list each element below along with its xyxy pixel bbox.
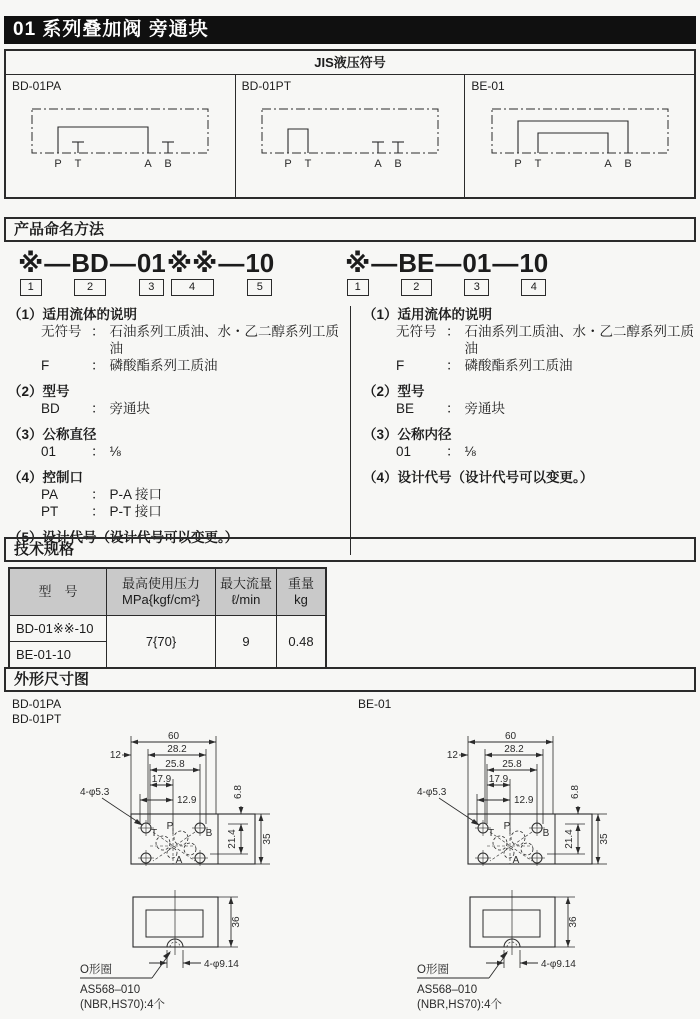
- port-label: B: [394, 158, 402, 170]
- specs-section-title: 技术规格: [4, 537, 696, 562]
- naming-definition: 石油系列工质油、水・乙二醇系列工质油: [464, 324, 694, 356]
- port-label: T: [304, 158, 312, 170]
- naming-item-row: [41, 323, 350, 357]
- dimension-text: 12.9: [177, 795, 197, 806]
- dimension-text: 12.9: [514, 795, 534, 806]
- code-part: [218, 249, 244, 277]
- code-part: [462, 249, 491, 296]
- port-label: P: [514, 158, 522, 170]
- naming-item: [363, 426, 694, 460]
- code-segment: ※: [18, 248, 44, 278]
- naming-item: [8, 383, 350, 417]
- code-segment: —: [218, 248, 245, 278]
- dimension-text: 35: [599, 833, 610, 845]
- code-box-number: 1: [347, 279, 369, 296]
- port-label: B: [164, 158, 172, 170]
- code-box-number: 4: [171, 279, 214, 296]
- naming-item-heading: （4）控制口: [8, 470, 84, 485]
- naming-item-rows: [396, 443, 694, 460]
- naming-term: 无符号: [41, 324, 82, 339]
- port-label: T: [74, 158, 82, 170]
- dimension-text: 4-φ9.14: [204, 959, 239, 970]
- specs-header-line: ℓ/min: [231, 592, 261, 607]
- naming-term: 无符号: [396, 324, 437, 339]
- naming-item-row: [396, 400, 694, 417]
- code-part: [398, 249, 434, 296]
- naming-item-heading: （1）适用流体的说明: [8, 307, 138, 322]
- code-part: [110, 249, 136, 277]
- code-segment: ※※: [166, 248, 218, 278]
- dimension-text: (NBR,HS70):4个: [80, 999, 165, 1011]
- dimension-text: B: [542, 828, 550, 839]
- specs-weight-cell: 0.48: [277, 616, 327, 669]
- outline-dimension-svg: [78, 722, 343, 1014]
- specs-flow-cell: 9: [216, 616, 277, 669]
- dimension-text: 36: [568, 916, 579, 928]
- specs-header-line: kg: [294, 592, 308, 607]
- port-label: A: [374, 158, 382, 170]
- dimension-text: (NBR,HS70):4个: [417, 999, 502, 1011]
- model-code-be: [345, 249, 549, 296]
- naming-item-rows: [41, 486, 350, 520]
- dimension-text: 25.8: [502, 759, 522, 770]
- model-code-bd: [18, 249, 275, 296]
- outline-section-title: 外形尺寸图: [4, 667, 696, 692]
- naming-definition: P-T 接口: [109, 504, 162, 519]
- code-box-number: 4: [521, 279, 546, 296]
- naming-separator: ：: [446, 324, 460, 339]
- naming-item-rows: [396, 323, 694, 374]
- specs-header-line: 重量: [287, 576, 314, 591]
- outline-model-label: BE-01: [358, 697, 392, 711]
- specs-pressure-cell: 7{70}: [107, 616, 216, 669]
- naming-item-row: [396, 443, 694, 460]
- naming-separator: ：: [91, 487, 105, 502]
- dimension-text: 17.9: [488, 774, 509, 785]
- dimension-text: 28.2: [504, 744, 524, 755]
- naming-item-heading: （3）公称内径: [363, 427, 452, 442]
- code-segment: 01: [136, 248, 166, 278]
- naming-term: F: [396, 358, 405, 373]
- jis-symbol-diagram: [20, 101, 220, 179]
- specs-header-cell: [216, 568, 277, 616]
- naming-item-row: [41, 486, 350, 503]
- code-segment: BD: [71, 248, 109, 278]
- outline-dimension-svg: [415, 722, 680, 1014]
- naming-definition: ⅛: [109, 444, 121, 459]
- specs-header-cell: [277, 568, 327, 616]
- dimension-text: 28.2: [167, 744, 187, 755]
- dimension-text: 60: [504, 731, 517, 742]
- dimension-text: 25.8: [165, 759, 185, 770]
- code-part: [167, 249, 218, 296]
- specs-model-cell: BE-01-10: [9, 642, 107, 669]
- jis-cell-bd-01pt: [236, 75, 466, 198]
- dimension-text: 21.4: [564, 829, 575, 849]
- jis-cell-bd-01pa: [6, 75, 236, 198]
- code-part: [71, 249, 109, 296]
- code-segment: —: [492, 248, 519, 278]
- specs-header-line: 最高使用压力: [121, 576, 200, 591]
- naming-item-rows: [396, 400, 694, 417]
- code-box-number: 2: [401, 279, 432, 296]
- dimension-text: T: [487, 828, 495, 839]
- port-label: P: [284, 158, 292, 170]
- naming-definition: 磷酸酯系列工质油: [109, 358, 218, 373]
- page-title: 01 系列叠加阀 旁通块: [4, 16, 696, 44]
- dimension-text: T: [150, 828, 158, 839]
- naming-item-heading: （5）设计代号（设计代号可以变更。）: [8, 530, 239, 545]
- jis-model-label: BD-01PA: [12, 79, 62, 93]
- code-part: [137, 249, 166, 296]
- code-part: [371, 249, 397, 277]
- naming-item-heading: （2）型号: [363, 384, 425, 399]
- naming-column-bd: [8, 306, 350, 555]
- jis-cell-be-01: [465, 75, 694, 198]
- naming-item-row: [396, 323, 694, 357]
- naming-section-title: 产品命名方法: [4, 217, 696, 242]
- naming-item-row: [41, 357, 350, 374]
- code-segment: —: [109, 248, 136, 278]
- specs-header-line: 最大流量: [220, 576, 273, 591]
- naming-term: BE: [396, 401, 415, 416]
- naming-term: PT: [41, 504, 59, 519]
- code-box-number: 1: [20, 279, 42, 296]
- naming-definition: ⅛: [464, 444, 476, 459]
- dimension-text: A: [512, 855, 520, 866]
- code-part: [492, 249, 518, 277]
- dimension-text: 4-φ9.14: [541, 959, 576, 970]
- naming-item: [363, 469, 694, 486]
- dimension-drawing-left: [78, 722, 343, 1019]
- dimension-text: 4-φ5.3: [417, 787, 447, 798]
- dimension-text: O形圈: [80, 964, 112, 976]
- code-box-number: 2: [74, 279, 106, 296]
- code-part: [345, 249, 370, 296]
- naming-separator: ：: [91, 401, 105, 416]
- code-part: [18, 249, 43, 296]
- naming-separator: ：: [446, 358, 460, 373]
- code-segment: —: [371, 248, 398, 278]
- naming-item: [8, 469, 350, 520]
- jis-model-label: BE-01: [471, 79, 505, 93]
- port-label: P: [54, 158, 62, 170]
- naming-item: [363, 306, 694, 374]
- naming-definition: 旁通块: [109, 401, 150, 416]
- naming-definition: 旁通块: [464, 401, 505, 416]
- port-label: A: [144, 158, 152, 170]
- dimension-text: B: [205, 828, 213, 839]
- naming-term: F: [41, 358, 50, 373]
- naming-definition: 磷酸酯系列工质油: [464, 358, 573, 373]
- jis-symbol-table: [4, 49, 696, 199]
- specs-header-line: MPa{kgf/cm²}: [121, 592, 201, 607]
- outline-label-right: [358, 697, 391, 712]
- code-segment: ※: [345, 248, 371, 278]
- dimension-text: 17.9: [151, 774, 172, 785]
- naming-item-row: [396, 357, 694, 374]
- naming-separator: ：: [91, 504, 105, 519]
- specs-model-cell: BD-01※※-10: [9, 616, 107, 642]
- dimension-text: AS568–010: [417, 984, 478, 996]
- code-part: [245, 249, 274, 296]
- dimension-text: P: [166, 821, 174, 832]
- jis-table-header: JIS液压符号: [6, 51, 694, 75]
- naming-term: 01: [396, 444, 412, 459]
- code-box-number: 3: [464, 279, 489, 296]
- dimension-text: 6.8: [233, 785, 244, 799]
- code-box-number: 3: [139, 279, 164, 296]
- naming-item-rows: [41, 400, 350, 417]
- code-segment: 10: [245, 248, 275, 278]
- naming-item-heading: （2）型号: [8, 384, 70, 399]
- dimension-text: 36: [231, 916, 242, 928]
- naming-item: [8, 426, 350, 460]
- naming-separator: ：: [91, 358, 105, 373]
- dimension-text: 12: [109, 750, 121, 761]
- port-label: B: [624, 158, 632, 170]
- code-segment: —: [44, 248, 71, 278]
- outline-label-left: [12, 697, 61, 727]
- naming-column-be: [350, 306, 694, 555]
- specs-header-cell: [107, 568, 216, 616]
- naming-separator: ：: [446, 444, 460, 459]
- specs-table: [8, 567, 327, 669]
- naming-item-rows: [41, 443, 350, 460]
- code-segment: BE: [398, 248, 435, 278]
- dimension-text: A: [175, 855, 183, 866]
- port-label: T: [534, 158, 542, 170]
- specs-header-line: 型 号: [38, 584, 78, 599]
- specs-header-row: [9, 568, 326, 616]
- code-segment: —: [435, 248, 462, 278]
- naming-item-row: [41, 400, 350, 417]
- naming-term: 01: [41, 444, 57, 459]
- jis-symbol-diagram: [480, 101, 680, 179]
- port-label: A: [604, 158, 612, 170]
- code-segment: 10: [519, 248, 549, 278]
- naming-item-row: [41, 503, 350, 520]
- naming-item: [363, 383, 694, 417]
- naming-item-rows: [41, 323, 350, 374]
- specs-header-cell: [9, 568, 107, 616]
- outline-model-label: BD-01PA: [12, 697, 62, 711]
- code-segment: 01: [462, 248, 492, 278]
- dimension-text: 12: [446, 750, 458, 761]
- naming-item-heading: （4）设计代号（设计代号可以变更。）: [363, 470, 594, 485]
- dimension-drawing-right: [415, 722, 680, 1019]
- dimension-text: 4-φ5.3: [80, 787, 110, 798]
- dimension-text: 35: [262, 833, 273, 845]
- naming-separator: ：: [91, 324, 105, 339]
- dimension-text: 6.8: [570, 785, 581, 799]
- jis-symbol-diagram: [250, 101, 450, 179]
- jis-model-label: BD-01PT: [241, 79, 292, 93]
- dimension-text: O形圈: [417, 964, 449, 976]
- naming-separator: ：: [91, 444, 105, 459]
- naming-description-columns: [8, 306, 694, 555]
- naming-item-heading: （1）适用流体的说明: [363, 307, 493, 322]
- code-part: [519, 249, 548, 296]
- dimension-text: 60: [167, 731, 180, 742]
- naming-definition: P-A 接口: [109, 487, 163, 502]
- code-part: [435, 249, 461, 277]
- naming-item-row: [41, 443, 350, 460]
- outline-model-label: BD-01PT: [12, 712, 62, 726]
- jis-table-cells: [6, 75, 694, 198]
- naming-item: [8, 306, 350, 374]
- dimension-text: 21.4: [227, 829, 238, 849]
- naming-term: BD: [41, 401, 60, 416]
- dimension-text: AS568–010: [80, 984, 141, 996]
- code-box-number: 5: [247, 279, 272, 296]
- naming-term: PA: [41, 487, 59, 502]
- naming-separator: ：: [446, 401, 460, 416]
- dimension-text: P: [503, 821, 511, 832]
- code-part: [44, 249, 70, 277]
- specs-data-row: [9, 616, 326, 642]
- naming-item-heading: （3）公称直径: [8, 427, 97, 442]
- naming-definition: 石油系列工质油、水・乙二醇系列工质油: [109, 324, 339, 356]
